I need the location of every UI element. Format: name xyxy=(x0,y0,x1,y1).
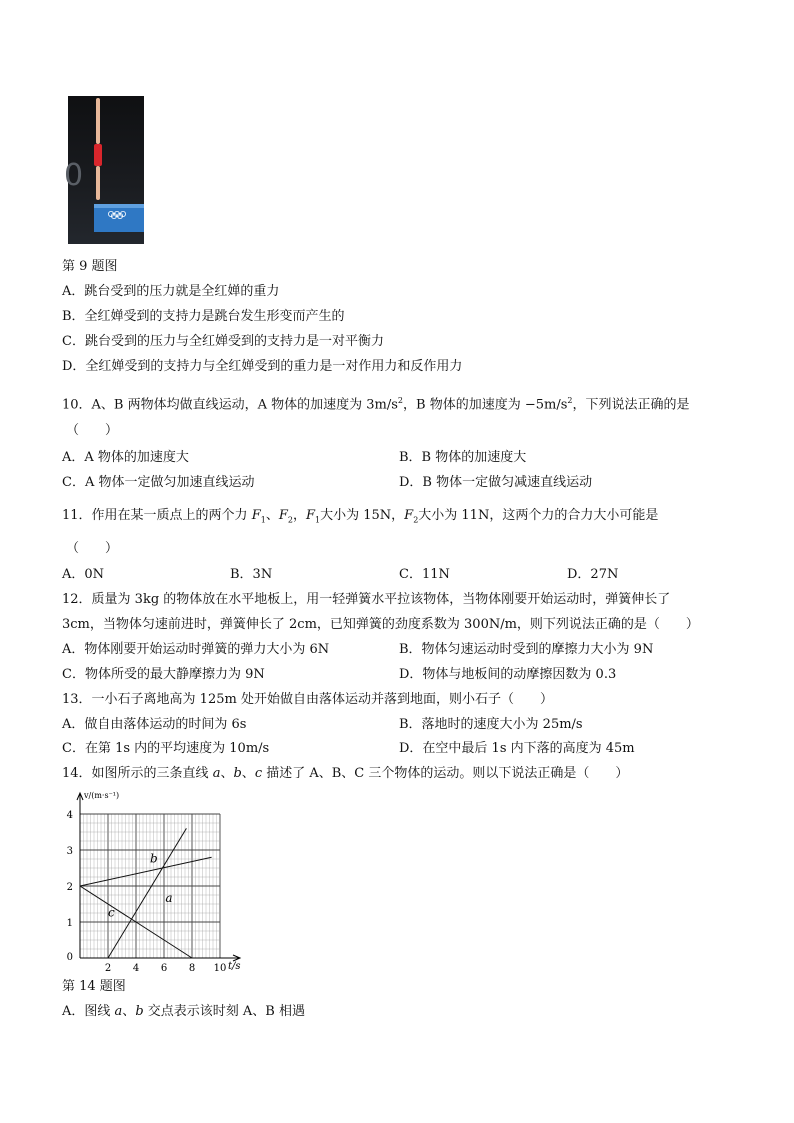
diver-figure xyxy=(95,98,101,204)
q10-stem-part-c: ，下列说法正确的是 xyxy=(572,397,690,413)
vt-chart xyxy=(62,786,252,974)
q11-sub-2: 2 xyxy=(287,515,293,525)
q11-sub-4: 2 xyxy=(413,515,419,525)
q9-option-d: D．全红婵受到的支持力与全红婵受到的重力是一对作用力和反作用力 xyxy=(62,359,463,374)
q10-option-b: B．B 物体的加速度大 xyxy=(399,450,527,465)
q12-option-a: A．物体刚要开始运动时弹簧的弹力大小为 6N xyxy=(62,642,330,657)
q14-sep-1: 、 xyxy=(220,766,234,781)
diving-photo xyxy=(64,96,144,244)
x-tick-label: 4 xyxy=(132,963,140,974)
origin-label: 0 xyxy=(66,952,73,963)
q14-stem xyxy=(62,765,628,783)
q14-line-b-label: b xyxy=(233,766,242,781)
q14-line-a-label: a xyxy=(212,766,221,781)
q11-comma: ， xyxy=(292,508,306,523)
q12-option-c: C．物体所受的最大静摩擦力为 9N xyxy=(62,667,265,682)
q11-sub-1: 1 xyxy=(260,515,266,525)
chart-grid xyxy=(80,814,220,958)
q9-option-a: A．跳台受到的压力就是全红婵的重力 xyxy=(62,284,280,299)
scoreboard-digit: 0 xyxy=(64,158,84,193)
q11-stem-part-b: 大小为 15N， xyxy=(320,508,405,523)
q14-option-a-line-b: b xyxy=(135,1004,144,1019)
q14-stem-part-b: 描述了 A、B、C 三个物体的运动。则以下说法正确是（ ） xyxy=(262,766,629,781)
q11-option-d: D．27N xyxy=(567,567,619,582)
figure-9-caption: 第 9 题图 xyxy=(62,259,118,274)
q14-option-a-part-1: A．图线 xyxy=(62,1004,115,1019)
figure-14-caption: 第 14 题图 xyxy=(62,979,126,994)
q11-separator: 、 xyxy=(265,508,279,523)
q10-stem xyxy=(62,392,690,414)
series-label-c: c xyxy=(108,905,115,920)
q10-stem-part-a: 10．A、B 两物体均做直线运动，A 物体的加速度为 3m/s xyxy=(62,397,398,413)
q10-option-a: A．A 物体的加速度大 xyxy=(62,450,189,465)
q9-option-b: B．全红婵受到的支持力是跳台发生形变而产生的 xyxy=(62,309,345,324)
x-tick-label: 10 xyxy=(213,963,227,974)
q12-option-d: D．物体与地板间的动摩擦因数为 0.3 xyxy=(399,667,617,682)
x-tick-label: 2 xyxy=(104,963,112,974)
q11-option-a: A．0N xyxy=(62,567,105,582)
q12-stem-line-2: 3cm，当物体匀速前进时，弹簧伸长了 2cm，已知弹簧的劲度系数为 300N/m，则下列说法正确的是（ ） xyxy=(62,617,699,632)
q14-option-a-part-2: 交点表示该时刻 A、B 相遇 xyxy=(143,1004,305,1019)
q10-option-c: C．A 物体一定做匀加速直线运动 xyxy=(62,475,255,490)
q11-force-symbol: F xyxy=(251,508,261,523)
q10-option-d: D．B 物体一定做匀减速直线运动 xyxy=(399,475,593,490)
q10-answer-paren: （ ） xyxy=(66,423,119,438)
q11-force-symbol-3: F xyxy=(305,508,315,523)
q10-unit-exponent-b: 2 xyxy=(567,396,573,405)
q14-option-a-sep: 、 xyxy=(122,1004,136,1019)
y-tick-label: 1 xyxy=(66,918,73,929)
y-tick-label: 4 xyxy=(66,810,73,821)
q13-option-c: C．在第 1s 内的平均速度为 10m/s xyxy=(62,741,270,756)
q11-force-symbol-2: F xyxy=(278,508,288,523)
q11-answer-paren: （ ） xyxy=(66,541,119,556)
q14-sep-2: 、 xyxy=(241,766,255,781)
q11-stem xyxy=(62,507,658,530)
q13-option-a: A．做自由落体运动的时间为 6s xyxy=(62,717,247,732)
q11-sub-3: 1 xyxy=(315,515,321,525)
q14-line-c-label: c xyxy=(254,766,263,781)
q12-option-b: B．物体匀速运动时受到的摩擦力大小为 9N xyxy=(399,642,654,657)
q12-stem-line-1: 12．质量为 3kg 的物体放在水平地板上，用一轻弹簧水平拉该物体，当物体刚要开始运动时，弹簧伸长了 xyxy=(62,592,671,607)
y-tick-label: 3 xyxy=(66,846,73,857)
q14-stem-part-a: 14．如图所示的三条直线 xyxy=(62,766,213,781)
q10-unit-exponent-a: 2 xyxy=(397,396,404,405)
x-tick-label: 6 xyxy=(160,963,168,974)
q11-option-b: B．3N xyxy=(230,567,273,582)
x-axis-label: t/s xyxy=(228,961,241,972)
series-label-a: a xyxy=(165,891,173,906)
q13-option-b: B．落地时的速度大小为 25m/s xyxy=(399,717,583,732)
q11-force-symbol-4: F xyxy=(404,508,414,523)
q11-option-c: C．11N xyxy=(399,567,450,582)
x-tick-label: 8 xyxy=(188,963,196,974)
olympic-rings-icon xyxy=(106,211,136,219)
q11-stem-part-a: 11．作用在某一质点上的两个力 xyxy=(62,508,252,523)
q9-option-c: C．跳台受到的压力与全红婵受到的支持力是一对平衡力 xyxy=(62,334,384,349)
y-axis-label: v/(m·s⁻¹) xyxy=(84,791,120,800)
q14-option-a-line-a: a xyxy=(114,1004,123,1019)
y-tick-label: 2 xyxy=(66,882,73,893)
q14-option-a xyxy=(62,1003,305,1021)
q13-option-d: D．在空中最后 1s 内下落的高度为 45m xyxy=(399,741,635,756)
q13-stem: 13．一小石子离地高为 125m 处开始做自由落体运动并落到地面，则小石子（ ） xyxy=(62,692,553,707)
q11-stem-part-c: 大小为 11N，这两个力的合力大小可能是 xyxy=(418,508,659,523)
series-label-b: b xyxy=(150,851,158,866)
q10-stem-part-b: ，B 物体的加速度为 −5m/s xyxy=(403,397,568,413)
